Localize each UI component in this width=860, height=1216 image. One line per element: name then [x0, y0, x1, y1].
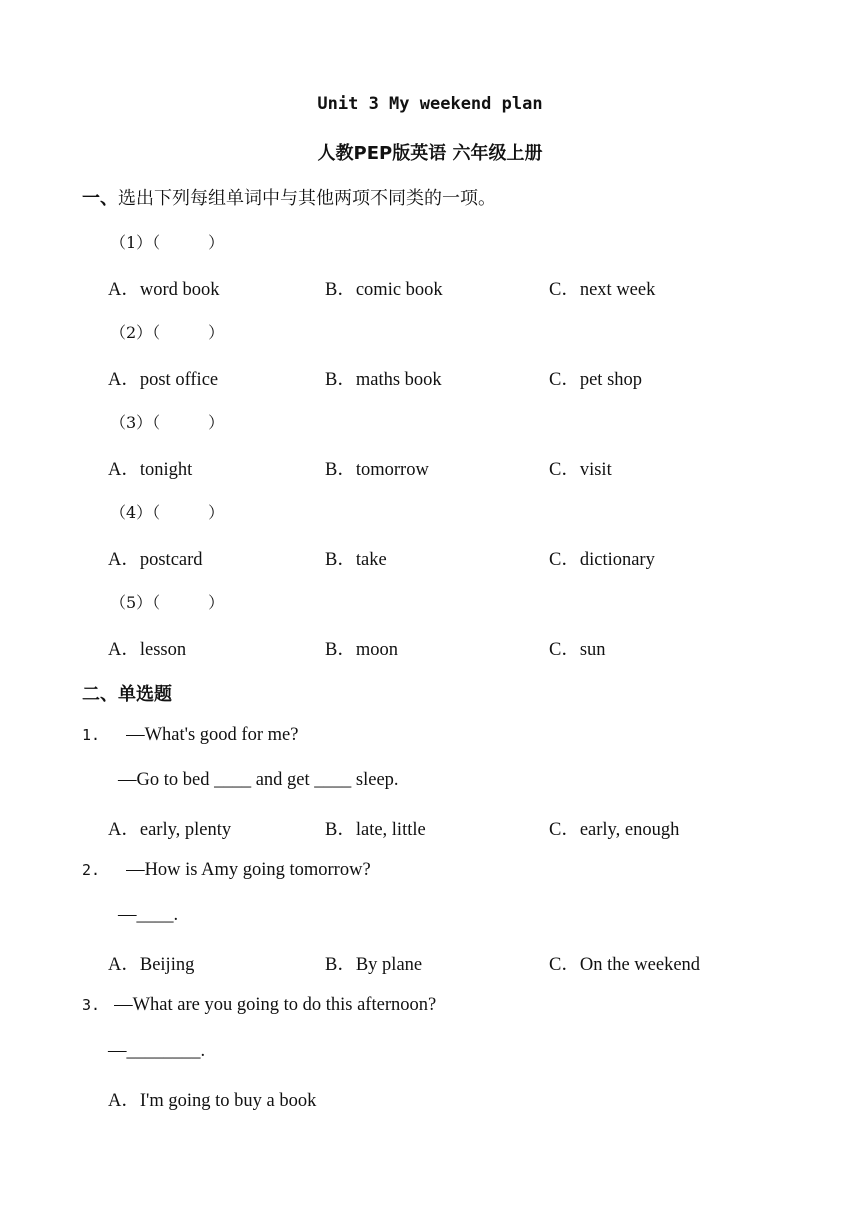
section1-instruction: 选出下列每组单词中与其他两项不同类的一项。: [118, 188, 496, 209]
mc2-line2: —____.: [118, 905, 179, 925]
q3-option-c: C．visit: [549, 460, 612, 480]
mc1-line1: —What's good for me?: [126, 725, 299, 745]
mc3-option-a: A．I'm going to buy a book: [108, 1091, 317, 1111]
mc2-line1: —How is Amy going tomorrow?: [126, 860, 371, 880]
q3-option-a: A．tonight: [108, 460, 193, 480]
q4-option-a: A．postcard: [108, 550, 203, 570]
mc3-question: [82, 995, 436, 1016]
q2-option-c: C．pet shop: [549, 370, 643, 390]
page-subtitle: 人教PEP版英语 六年级上册: [317, 143, 543, 164]
mc3-line2: —________.: [108, 1041, 206, 1061]
mc2-option-c: C．On the weekend: [549, 955, 701, 975]
mc2-option-b: B．By plane: [325, 955, 423, 975]
q1-option-a: A．word book: [108, 280, 220, 300]
mc1-question: [82, 725, 298, 746]
q5-option-a: A．lesson: [108, 640, 187, 660]
q5-option-c: C．sun: [549, 640, 606, 660]
section1-heading: [82, 184, 496, 210]
mc3-line1: —What are you going to do this afternoon?: [114, 995, 437, 1015]
mc2-option-a: A．Beijing: [108, 955, 195, 975]
q2-option-b: B．maths book: [325, 370, 442, 390]
q3-option-b: B．tomorrow: [325, 460, 429, 480]
mc3-number: 3.: [82, 996, 101, 1014]
q3-label: （3）（ ）: [110, 413, 225, 432]
mc1-option-a: A．early, plenty: [108, 820, 232, 840]
q4-option-b: B．take: [325, 550, 387, 570]
mc1-line2: —Go to bed ____ and get ____ sleep.: [118, 770, 399, 790]
mc2-question: [82, 860, 371, 881]
section1-number: 一、: [82, 188, 118, 209]
q4-label: （4）（ ）: [110, 503, 225, 522]
q1-option-c: C．next week: [549, 280, 656, 300]
mc2-number: 2.: [82, 861, 101, 879]
mc1-option-c: C．early, enough: [549, 820, 680, 840]
q1-label: （1）（ ）: [110, 233, 225, 252]
mc1-number: 1.: [82, 726, 101, 744]
mc1-option-b: B．late, little: [325, 820, 426, 840]
q2-label: （2）（ ）: [110, 323, 225, 342]
page-title: Unit 3 My weekend plan: [317, 94, 543, 114]
q2-option-a: A．post office: [108, 370, 219, 390]
q5-label: （5）（ ）: [110, 593, 225, 612]
q1-option-b: B．comic book: [325, 280, 443, 300]
q4-option-c: C．dictionary: [549, 550, 655, 570]
section2-heading: 二、单选题: [82, 684, 172, 705]
q5-option-b: B．moon: [325, 640, 398, 660]
